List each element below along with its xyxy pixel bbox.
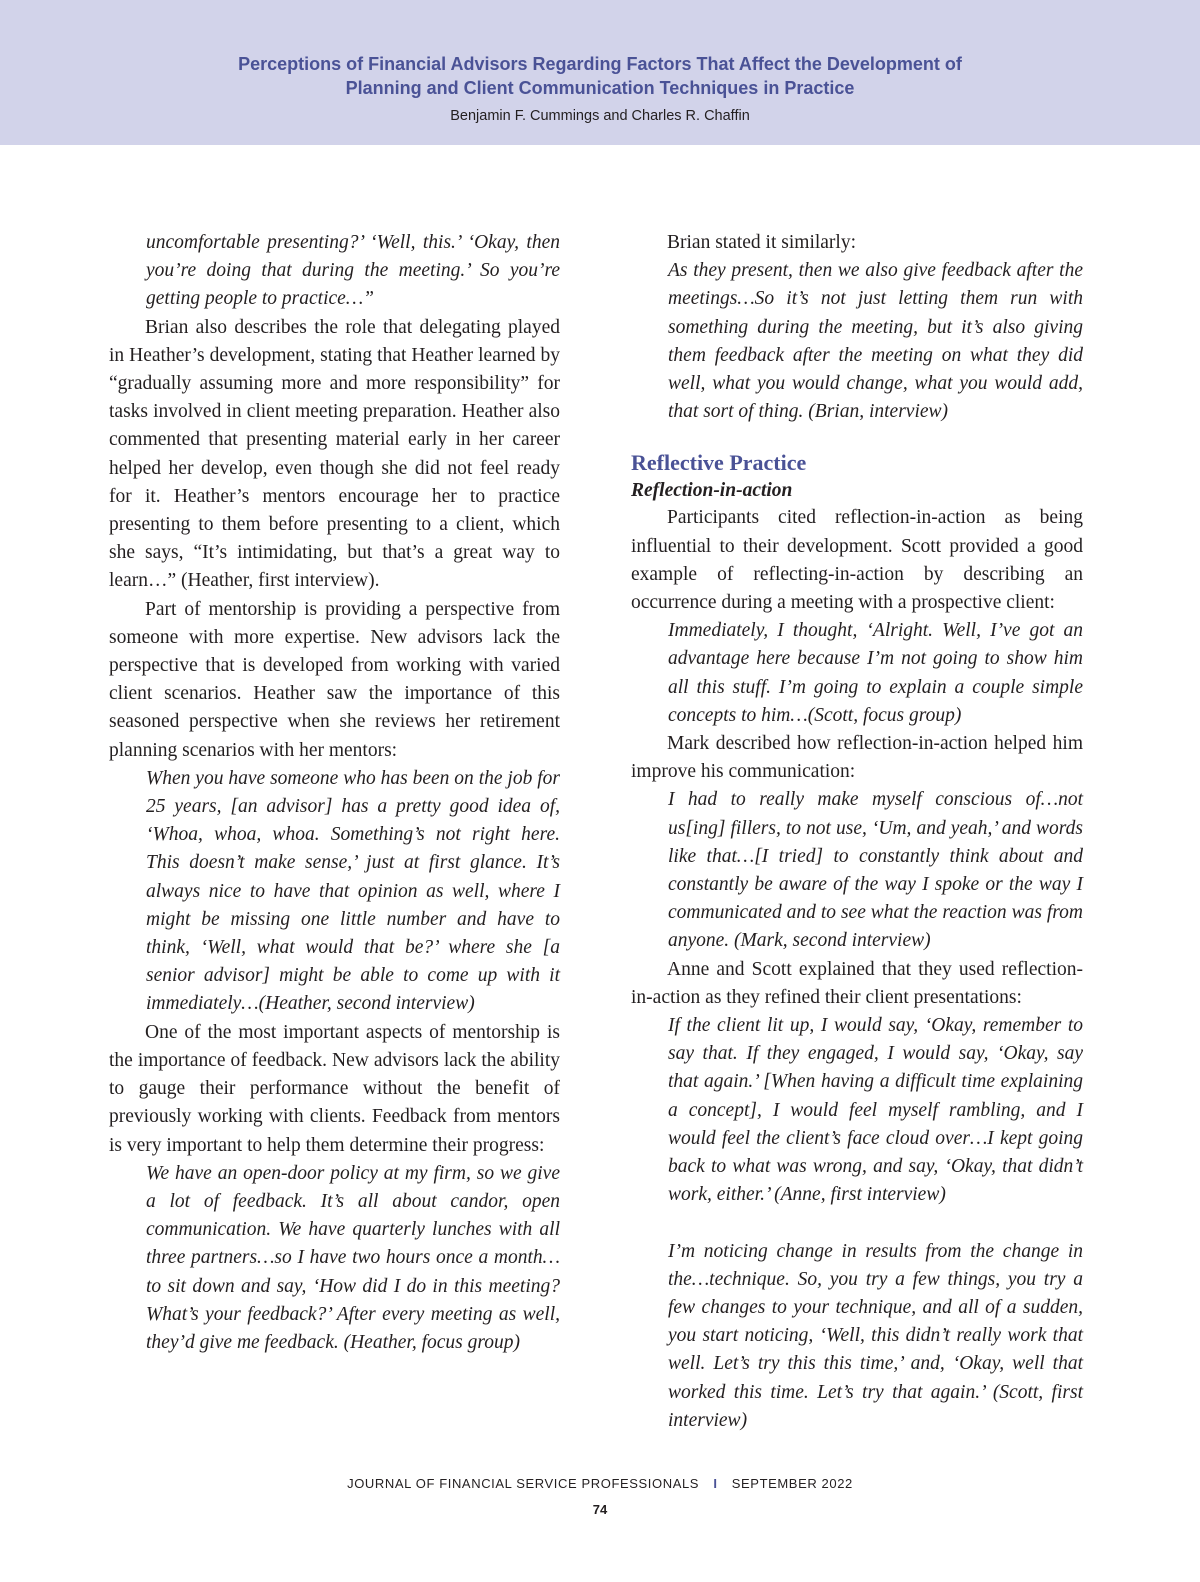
block-quote: When you have someone who has been on the job for 25 years, [an advisor] has a pretty good idea of, ‘Whoa, whoa, whoa. Something’s not right here. This doesn’t make sense,’ just at first glance. It’s always nice to have that opinion as well, where I might be missing one little number and have to think, ‘Well, what would that be?’ where she [a senior advisor] might be able to come up with it immediately…(Heather, second interview) [146, 767, 560, 1015]
paragraph-gap [631, 1210, 1083, 1238]
page-number: 74 [592, 1502, 608, 1517]
article-title [0, 52, 1200, 100]
issue-date: SEPTEMBER 2022 [731, 1476, 853, 1491]
right-column [631, 229, 1083, 1435]
body-paragraph: One of the most important aspects of mentorship is the importance of feedback. New advisors lack the ability to gauge their performance without the benefit of previously working with clients. Feedback from mentors is very important to help them determine their progress: [109, 1021, 560, 1156]
block-quote: We have an open-door policy at my firm, so we give a lot of feedback. It’s all about candor, open communication. We have quarterly lunches with all three partners…so I have two hours once a month…to sit down and say, ‘How did I do in this meeting? What’s your feedback?’ After every meeting as well, they’d give me feedback. (Heather, focus group) [146, 1162, 560, 1353]
section-heading: Reflective Practice [631, 450, 807, 476]
journal-name: JOURNAL OF FINANCIAL SERVICE PROFESSIONALS [347, 1476, 700, 1491]
block-quote: Immediately, I thought, ‘Alright. Well, I’ve got an advantage here because I’m not going to show him all this stuff. I’m going to explain a couple simple concepts to him…(Scott, focus group) [668, 620, 1083, 726]
article-authors: Benjamin F. Cummings and Charles R. Chaffin [450, 108, 750, 124]
body-paragraph: Participants cited reflection-in-action as being influential to their development. Scott provided a good example of reflecting-in-action by describing an occurrence during a meeting with a prospective client: [631, 507, 1083, 614]
left-column [109, 229, 560, 1357]
body-paragraph: Brian stated it similarly: [667, 232, 857, 253]
block-quote: As they present, then we also give feedback after the meetings…So it’s not just letting them run with something during the meeting, but it’s also giving them feedback after the meeting on what they did well, what you would change, what you would add, that sort of thing. (Brian, interview) [668, 260, 1083, 423]
article-title-line-1: Perceptions of Financial Advisors Regarding Factors That Affect the Development of [238, 54, 962, 74]
running-header [0, 0, 1200, 145]
running-footer [0, 1476, 1200, 1491]
block-quote: If the client lit up, I would say, ‘Okay, remember to say that. If they engaged, I would say, ‘Okay, say that again.’ [When having a difficult time explaining a concept], I would feel myself rambling, and I would feel the client’s face cloud over…I kept going back to what was wrong, and say, ‘Okay, that didn’t work, either.’ (Anne, first interview) [668, 1015, 1083, 1206]
block-quote: I’m noticing change in results from the change in the…technique. So, you try a few things, you try a few changes to your technique, and all of a sudden, you start noticing, ‘Well, this didn’t really work that well. Let’s try this this time,’ and, ‘Okay, well that worked this time. Let’s try that again.’ (Scott, first interview) [668, 1240, 1083, 1431]
body-paragraph: Brian also describes the role that delegating played in Heather’s development, stating that Heather learned by “gradually assuming more and more responsibility” for tasks involved in client meeting preparation. Heather also commented that presenting material early in her career helped her develop, even though she did not feel ready for it. Heather’s mentors encourage her to practice presenting to them before presenting to a client, which she says, “It’s intimidating, but that’s a great way to learn…” (Heather, first interview). [109, 316, 560, 592]
body-paragraph: Anne and Scott explained that they used reflection-in-action as they refined their client presentations: [631, 958, 1083, 1008]
block-quote: I had to really make myself conscious of…not us[ing] fillers, to not use, ‘Um, and yeah,’ and words like that…[I tried] to constantly think about and constantly be aware of the way I spoke or the way I communicated and to see what the reaction was from anyone. (Mark, second interview) [668, 789, 1083, 952]
subsection-heading: Reflection-in-action [631, 480, 793, 502]
block-quote: uncomfortable presenting?’ ‘Well, this.’ ‘Okay, then you’re doing that during the meeting.’ So you’re getting people to practice…” [146, 232, 560, 310]
body-paragraph: Part of mentorship is providing a perspective from someone with more expertise. New advisors lack the perspective that is developed from working with varied client scenarios. Heather saw the importance of this seasoned perspective when she reviews her retirement planning scenarios with her mentors: [109, 598, 560, 761]
article-title-line-2: Planning and Client Communication Techniques in Practice [345, 78, 855, 98]
body-paragraph: Mark described how reflection-in-action helped him improve his communication: [631, 733, 1083, 783]
footer-separator: I [713, 1476, 718, 1491]
